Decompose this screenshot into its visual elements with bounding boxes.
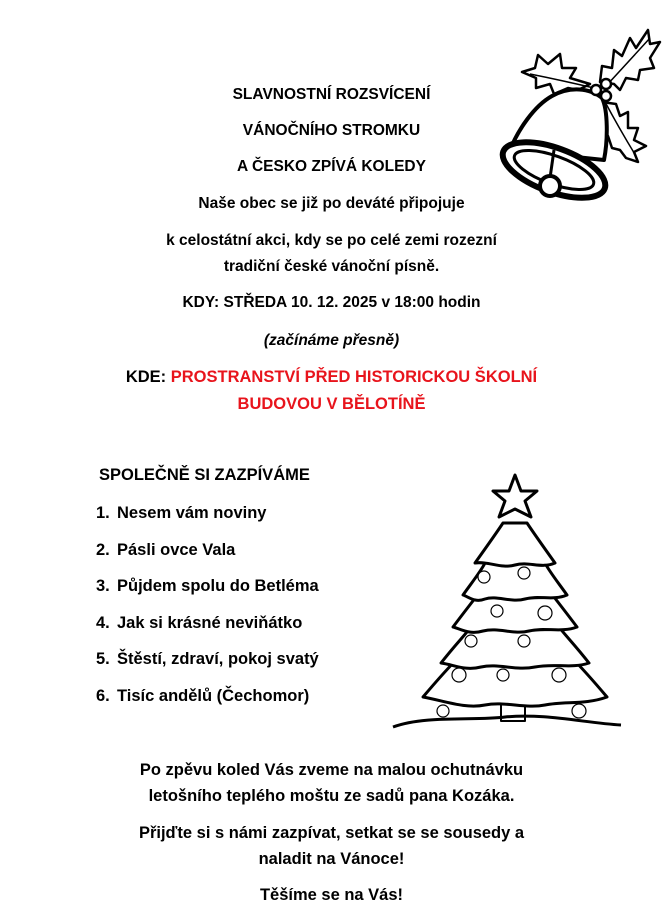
- event-location-line-2: BUDOVOU V BĚLOTÍNĚ: [237, 395, 426, 413]
- christmas-tree-icon: [385, 465, 625, 735]
- location-label: KDE:: [125, 368, 171, 386]
- event-title-line-2: VÁNOČNÍHO STROMKU: [242, 122, 421, 139]
- intro-line-2: k celostátní akci, kdy se po celé zemi rozezní: [166, 232, 497, 249]
- footer-line-3: Přijďte si s námi zazpívat, setkat se se sousedy a: [138, 824, 525, 842]
- start-note: (začínáme přesně): [263, 332, 400, 349]
- footer-closing: Těšíme se na Vás!: [259, 886, 404, 904]
- footer-line-4: naladit na Vánoce!: [258, 850, 405, 868]
- event-title-line-1: SLAVNOSTNÍ ROZSVÍCENÍ: [232, 86, 431, 103]
- footer-line-1: Po zpěvu koled Vás zveme na malou ochutnávku: [139, 761, 524, 779]
- location-place: PROSTRANSTVÍ PŘED HISTORICKOU ŠKOLNÍ: [170, 368, 538, 386]
- footer-line-2: letošního teplého moštu ze sadů pana Kozáka.: [148, 787, 515, 805]
- song-list-item: 5. Štěstí, zdraví, pokoj svatý: [96, 650, 319, 668]
- song-list-item: 4. Jak si krásné neviňátko: [96, 614, 303, 632]
- song-list-item: 6. Tisíc andělů (Čechomor): [96, 687, 310, 705]
- event-title-line-3: A ČESKO ZPÍVÁ KOLEDY: [237, 158, 426, 175]
- event-date-time: KDY: STŘEDA 10. 12. 2025 v 18:00 hodin: [182, 294, 481, 311]
- song-list-heading: SPOLEČNĚ SI ZAZPÍVÁME: [99, 466, 310, 484]
- song-list-item: 2. Pásli ovce Vala: [96, 541, 236, 559]
- intro-line-3: tradiční české vánoční písně.: [223, 258, 440, 275]
- event-location-line-1: [0, 368, 663, 387]
- intro-line-1: Naše obec se již po deváté připojuje: [198, 195, 465, 212]
- song-list-item: 3. Půjdem spolu do Betléma: [96, 577, 319, 595]
- song-list-item: 1. Nesem vám noviny: [96, 504, 267, 522]
